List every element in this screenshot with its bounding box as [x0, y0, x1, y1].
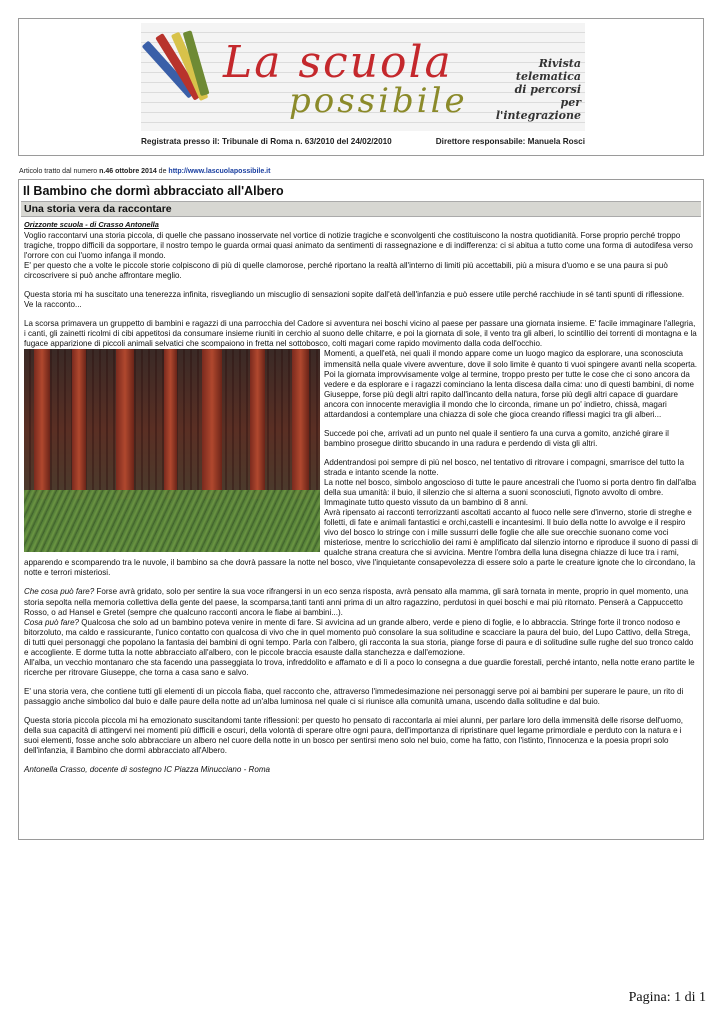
paragraph: Succede poi che, arrivati ad un punto nel quale il sentiero fa una curva a gomito, anziché girare il bambino prosegue diritto sbucando in una radura e perdendo di vista gli altri.: [324, 428, 669, 448]
paragraph: [24, 618, 698, 658]
paragraph: Questa storia piccola piccola mi ha emozionato suscitandomi tante riflessioni: per questo ho pensato di raccontarla ai miei alunni, per parlare loro della immensità delle risorse dell'uomo, della sua capacità di attingervi nei momenti più difficili e oscuri, della volontà di sperare oltre ogni paura, dell'importanza di ripristinare quel legame primordiale e perduto con la natura e i suoi elementi, fosse anche solo abbracciare un albero nel cuore della notte in un bosco per sentirsi meno solo nel buio, come ha fatto, con l'istinto, l'innocenza e la poesia propri solo dell'infanzia, il Bambino che dormì abbracciato all'Albero.: [24, 715, 684, 756]
question-italic: Che cosa può fare?: [24, 587, 95, 597]
logo-text-line2: possibile: [289, 81, 468, 121]
masthead-banner: [141, 23, 585, 131]
article-title: Il Bambino che dormì abbracciato all'Albero: [23, 184, 284, 198]
source-mid: de: [156, 168, 169, 175]
paragraph: La scorsa primavera un gruppetto di bambini e ragazzi di una parrocchia del Cadore si avventura nei boschi vicino al paese per passare una giornata insieme. E' facile immaginare l'allegria, i canti, gli zainetti ricolmi di cibi appetitosi da consumare insieme riuniti in cerchio al suono delle chitarre, e poi la giornata di sole, il vento tra gli alberi, lo scintillio dei torrenti di montagna e la fugace apparizione di piccoli animali selvatici che scompaiono in fretta nel sottobosco, colti magari come rapido movimento dalla coda dell'occhio.: [24, 319, 697, 349]
forest-photo: [24, 349, 320, 552]
logo-text-line1: La scuola: [223, 37, 453, 88]
tagline: [485, 57, 581, 122]
paragraph: Questa storia mi ha suscitato una tenerezza infinita, risvegliando un miscuglio di sensazioni sopite dall'età dell'infanzia e può essere utile perché racchiude in sé tanti spunti di riflessione.: [24, 290, 685, 300]
website-link[interactable]: http://www.lascuolapossibile.it: [168, 168, 271, 175]
article-subtitle: Una storia vera da raccontare: [21, 201, 701, 217]
author-signature: Antonella Crasso, docente di sostegno IC Piazza Minucciano - Roma: [24, 765, 271, 775]
registration-text: Registrata presso il: Tribunale di Roma n. 63/2010 del 24/02/2010: [141, 137, 392, 146]
masthead: [18, 18, 704, 156]
paragraph: Voglio raccontarvi una storia piccola, di quelle che passano inosservate nel vortice di notizie tragiche e sconvolgenti che costituiscono la nostra quotidianità. Forse proprio perché troppo tragiche, troppo difficili da sopportare, il nostro tempo le guarda ormai quasi animato da sentimenti di rassegnazione e di indifferenza: ci si abitua a tutto come una forma di autodifesa verso l'orrore con cui l'uomo infanga il mondo.: [24, 231, 693, 261]
paragraph: La notte nel bosco, simbolo angoscioso di tutte le paure ancestrali che l'uomo si porta dentro fin dall'alba della sua umanità: il buio, il silenzio che si alterna a suoni sconosciuti, l'ignoto avvolto di ombre. Immaginate tutto questo vissuto da un bambino di 8 anni.: [324, 477, 697, 508]
issue-number: n.46 ottobre 2014: [99, 168, 157, 175]
article-body: [24, 231, 698, 775]
paragraph: All'alba, un vecchio montanaro che sta facendo una passeggiata lo trova, infreddolito e affamato e di lì a poco lo consegna a due guardie forestali, perché intanto, nella notte erano partite le ricerche per ritrovare Giuseppe, che torna a casa sano e salvo.: [24, 657, 695, 677]
article: [18, 179, 704, 840]
paragraph: [24, 587, 698, 617]
paragraph-text: Forse avrà gridato, solo per sentire la sua voce rifrangersi in un eco senza risposta, avrà pensato alla mamma, gli sarà tornata in mente, proprio in quel momento, una storia sepolta nella memoria collettiva della gente del paese, la scomparsa,tanti tanti anni prima di un altro ragazzino, perdutosi in quei boschi e mai più ritornato. Penserà a Cappuccetto Rosso, o ad Hansel e Gretel (sempre che qualcuno racconti ancora le fiabe ai bambini...).: [24, 587, 689, 617]
paragraph: Ve la racconto...: [24, 300, 82, 310]
tagline-line: telematica: [515, 70, 581, 83]
director-text: Direttore responsabile: Manuela Rosci: [435, 137, 585, 146]
article-byline: Orizzonte scuola - di Crasso Antonella: [24, 220, 159, 229]
registration-line: [141, 137, 585, 146]
page-number: Pagina: 1 di 1: [628, 990, 706, 1005]
paragraph: Addentrandosi poi sempre di più nel bosco, nel tentativo di ritrovare i compagni, smarrisce del tutto la strada e intanto scende la notte.: [324, 457, 685, 477]
paragraph: E' una storia vera, che contiene tutti gli elementi di un piccola fiaba, quel racconto che, attraverso l'immedesimazione nei personaggi serve poi ai bambini per superare le paure, un rito di passaggio anche simbolico dal buio e dalle paure della notte ad un'alba luminosa nel quale ci si riunisce alla comunità umana, uscendo dalla solitudine e dal buio.: [24, 686, 684, 706]
paragraph: Momenti, a quell'età, nei quali il mondo appare come un luogo magico da esplorare, una sconosciuta immensità nella quale vivere avventure, dove il solo limite è quanto ti vuoi spingere avanti nella scoperta.: [324, 349, 698, 369]
paragraph-text: Qualcosa che solo ad un bambino poteva venire in mente di fare. Si avvicina ad un grande albero, verde e pieno di foglie, e lo abbraccia. Stringe forte il tronco nodoso e bitorzoluto, ma caldo e rassicurante, l'unico contatto con qualcosa di vivo che in quel momento può consolare la sua solitudine e scacciare la paura del buio, del Lupo Cattivo, della Strega, di tutti quei personaggi che popolano la fantasia dei bambini di ogni tempo. Parla con l'albero, gli racconta la sua storia, piange forse di paura e di solitudine sulle rughe del suo tronco caldo e accogliente. E dorme tutta la notte abbracciato all'albero, con le piccole braccia esauste dalla stanchezza e dall'emozione.: [24, 617, 694, 657]
tagline-line: di percorsi: [514, 83, 581, 96]
paragraph: E' per questo che a volte le piccole storie colpiscono di più di quelle clamorose, perché riportano la realtà all'interno di limiti più accettabili, più a misura d'uomo e se una paura si può circoscrivere si può anche affrontare meglio.: [24, 261, 668, 281]
source-prefix: Articolo tratto dal numero: [19, 168, 100, 175]
question-italic: Cosa può fare?: [24, 617, 80, 627]
tagline-line: per l'integrazione: [495, 96, 581, 122]
tagline-line: Rivista: [538, 57, 581, 70]
source-line: [19, 168, 270, 175]
paragraph: Poi la giornata improvvisamente volge al termine, troppo presto per tutte le cose che ci sono ancora da vedere e da esplorare e i ragazzi cominciano la lenta discesa dalla cima: uno di questi bambini, di nome Giuseppe, forse più degli altri rapito dall'incanto della natura, forse più degli altri capace di guardare ancora con innocente meraviglia il mondo che lo circonda, rimane un po' indietro, chissà, magari attardandosi a contemplare una chiazza di sole che gioca creando riflessi magici tra gli alberi...: [324, 369, 694, 419]
paragraph: Avrà ripensato ai racconti terrorizzanti ascoltati accanto al fuoco nelle sere d'inverno, storie di streghe e folletti, di fate e animali fantastici e orchi,castelli e incantesimi. Il buio della notte lo avvolge e il respiro vivo del bosco lo stringe con i mille sussurri delle foglie che alle sue orecchie suonano come voci misteriose, mentre lo scricchiolio dei rami è amplificato dal silenzio intorno e riproduce il suono di passi di qualche strana creatura che si avvicina. Mentre l'ombra della luna disegna chiazze di luce tra i rami, apparendo e scomparendo tra le nuvole, il bambino sa che dovrà passare la notte nel bosco, vive l'inquietante consapevolezza di essere solo a parte le creature ignote che lo circondano, la notte e terrori misteriosi.: [24, 508, 698, 578]
